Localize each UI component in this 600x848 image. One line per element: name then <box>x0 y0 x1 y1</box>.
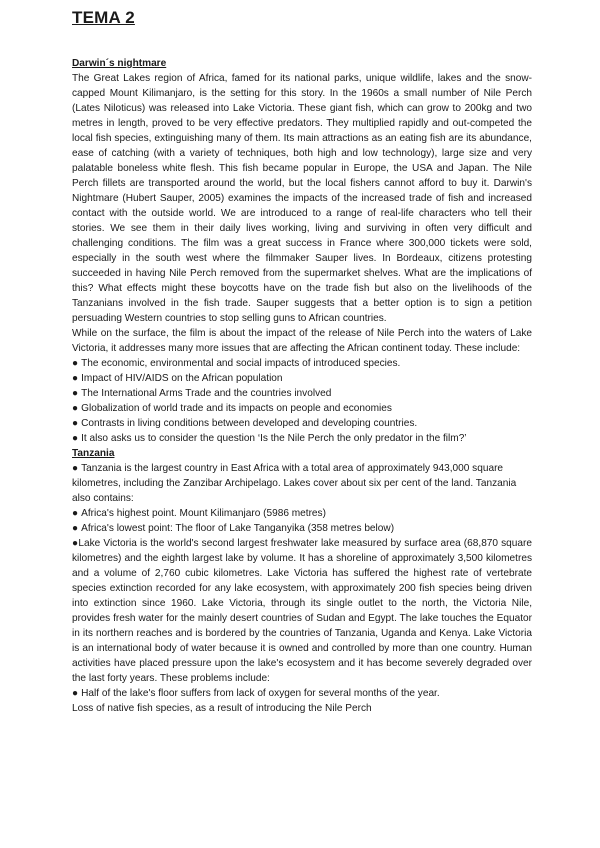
list-item: ● The economic, environmental and social impacts of introduced species. <box>72 358 401 369</box>
bullet-icon: ● <box>72 418 79 429</box>
list-item: ● Africa's highest point. Mount Kilimanjaro (5986 metres) <box>72 508 326 519</box>
bullet-icon: ● <box>72 688 79 699</box>
document-body <box>72 56 532 716</box>
list-item: ● The International Arms Trade and the countries involved <box>72 388 332 399</box>
bullet-icon: ● <box>72 403 79 414</box>
section-heading-tanzania: Tanzania <box>72 448 115 459</box>
list-item: ● Globalization of world trade and its impacts on people and economies <box>72 403 392 414</box>
list-item: ● Africa's lowest point: The floor of Lake Tanganyika (358 metres below) <box>72 523 395 534</box>
paragraph-intro: The Great Lakes region of Africa, famed for its national parks, unique wildlife, lakes and the snow-capped Mount Kilimanjaro, is the setting for this story. In the 1960s a small number of Nile Perch (Lates Niloticus) was released into Lake Victoria. These giant fish, which can grow to 200kg and two metres in length, proved to be very effective predators. They multiplied rapidly and out-competed the local fish species, extinguishing many of them. Its main attractions as an eating fish are its abundance, ease of catching (with a variety of techniques, both high and low technology), large size and very palatable boneless white flesh. This fish became popular in Europe, the USA and Japan. The Nile Perch fillets are transported around the world, but the local fishers cannot afford to buy it. Darwin's Nightmare (Hubert Sauper, 2005) examines the impacts of the increased trade of fish and increased contact with the outside world. We are introduced to a range of real-life characters who tell their stories. We see them in their daily lives working, living and surviving in often very difficult and challenging conditions. The film was a great success in France where 300,000 tickets were sold, especially in the south west where the filmmaker Sauper lives. In Bordeaux, citizens protesting succeeded in having Nile Perch removed from the supermarket shelves. What are the implications of this? What effects might these boycotts have on the trade fish but also on the livelihoods of the Tanzanians involved in the fish trade. Sauper suggests that a better option is to sign a petition persuading Western countries to stop selling guns to African countries. <box>72 73 532 324</box>
paragraph-lake-victoria: ●Lake Victoria is the world's second largest freshwater lake measured by surface area (68,870 square kilometres) and the eighth largest lake by volume. It has a shoreline of approximately 3,500 kilometres and a volume of 2,760 cubic kilometres. Lake Victoria has suffered the highest rate of vertebrate species extinction recorded for any lake ecosystem, with approximately 200 fish species being driven into extinction since 1960. Lake Victoria, through its single outlet to the north, the Victoria Nile, provides fresh water for the mainly desert countries of Sudan and Egypt. The lake touches the Equator in its northern reaches and is bordered by the countries of Tanzania, Uganda and Kenya. Lake Victoria is an international body of water because it is owned and controlled by more than one country. Human activities have placed pressure upon the lake's ecosystem and it has become severely degraded over the last forty years. These problems include: <box>72 538 533 684</box>
list-item: ● Impact of HIV/AIDS on the African population <box>72 373 283 384</box>
bullet-icon: ● <box>72 538 79 549</box>
bullet-icon: ● <box>72 358 79 369</box>
page-title: TEMA 2 <box>72 8 135 27</box>
bullet-icon: ● <box>72 523 79 534</box>
issues-list <box>72 356 532 446</box>
bullet-icon: ● <box>72 373 79 384</box>
list-item: ● Tanzania is the largest country in East Africa with a total area of approximately 943,000 square kilometres, including the Zanzibar Archipelago. Lakes cover about six per cent of the land. Tanzania also contains: <box>72 463 517 504</box>
tanzania-list <box>72 461 532 536</box>
section-heading-darwins-nightmare: Darwin´s nightmare <box>72 58 167 69</box>
list-item: ● Contrasts in living conditions between developed and developing countries. <box>72 418 418 429</box>
list-item: ● It also asks us to consider the question ‘Is the Nile Perch the only predator in the film?’ <box>72 433 467 444</box>
bullet-icon: ● <box>72 508 79 519</box>
problem-item: Loss of native fish species, as a result of introducing the Nile Perch <box>72 703 372 714</box>
bullet-icon: ● <box>72 463 79 474</box>
bullet-icon: ● <box>72 433 79 444</box>
bullet-icon: ● <box>72 388 79 399</box>
problem-item: ● Half of the lake's floor suffers from lack of oxygen for several months of the year. <box>72 688 440 699</box>
paragraph-film-issues: While on the surface, the film is about the impact of the release of Nile Perch into the waters of Lake Victoria, it addresses many more issues that are affecting the African continent today. These include: <box>72 328 532 354</box>
